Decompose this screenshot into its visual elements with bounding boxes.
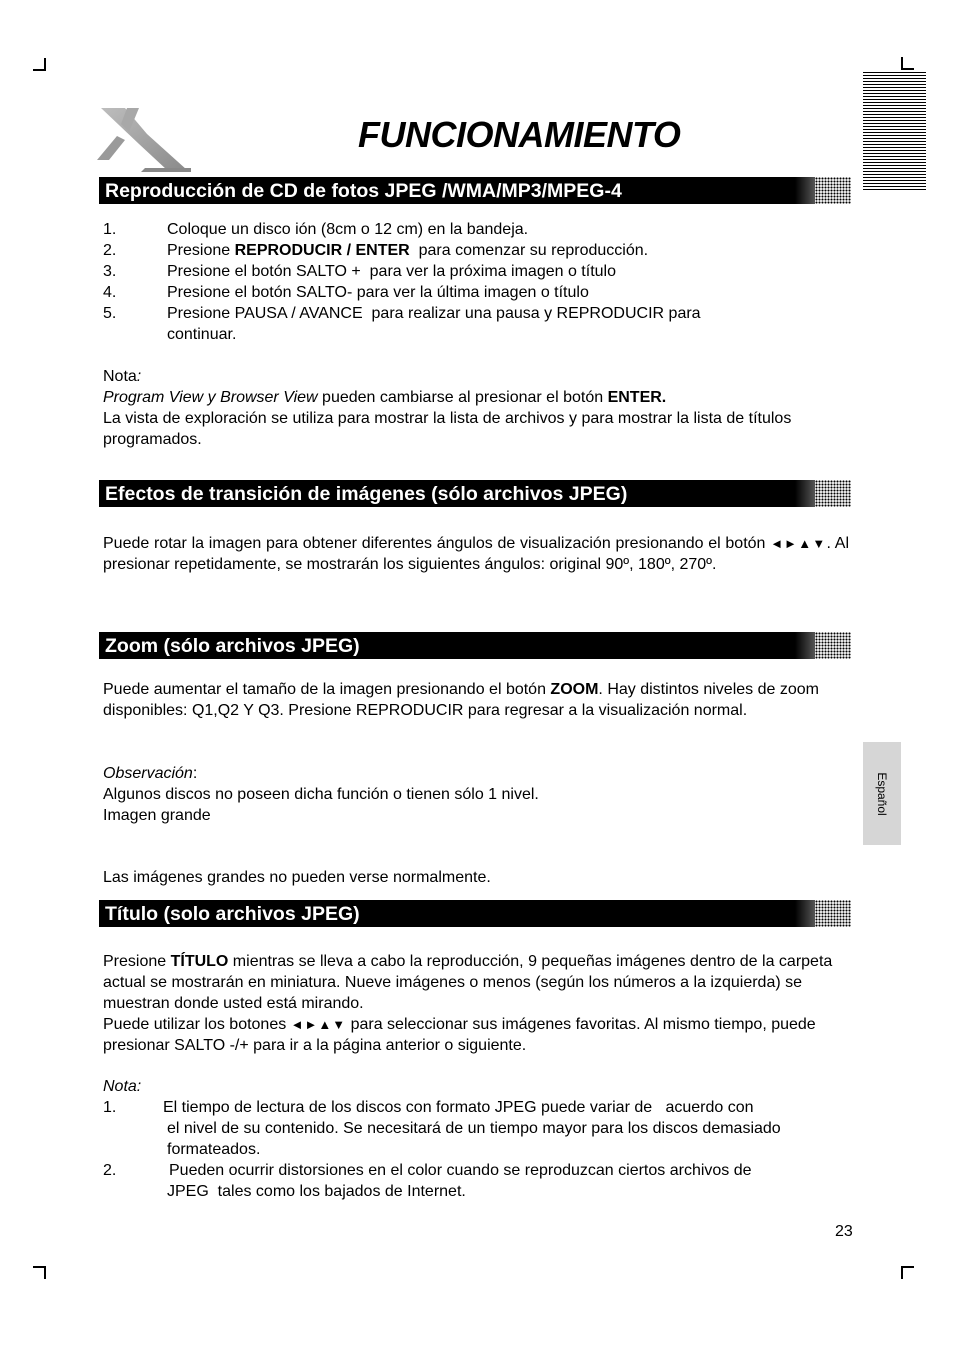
section-heading-transition-effects	[99, 480, 851, 507]
language-tab	[863, 742, 901, 845]
section-heading-zoom	[99, 632, 851, 659]
enter-key-label: ENTER.	[607, 389, 667, 406]
note-text: Pueden ocurrir distorsiones en el color cuando se reproduzcan ciertos archivos de	[169, 1162, 752, 1179]
note-number: 2.	[103, 1162, 117, 1179]
observation-line: Imagen grande	[103, 807, 211, 824]
section-heading-text: Reproducción de CD de fotos JPEG /WMA/MP3/MPEG-4	[105, 180, 622, 202]
arrow-buttons-icon: ◄►▲▼	[290, 1017, 347, 1032]
halftone-pattern	[815, 480, 851, 507]
halftone-pattern	[815, 177, 851, 204]
note-block: Nota: Program View y Browser View pueden cambiarse al presionar el botón ENTER. La vista de exploración se utiliza para mostrar la lista de archivos y para mostrar la lista de títulos programados.	[103, 366, 848, 450]
note-text-continued: el nivel de su contenido. Se necesitará de un tiempo mayor para los discos demasiado formateados.	[167, 1120, 781, 1158]
title-key-label: TÍTULO	[170, 953, 229, 970]
note-text-continued: JPEG tales como los bajados de Internet.	[167, 1183, 466, 1200]
section-heading-jpeg-playback	[99, 177, 851, 204]
step-text: Presione REPRODUCIR / ENTER para comenzar su reproducción.	[167, 242, 649, 259]
note-text: El tiempo de lectura de los discos con formato JPEG puede variar de acuerdo con	[163, 1099, 754, 1116]
section-heading-text: Título (solo archivos JPEG)	[105, 903, 360, 925]
rotate-paragraph: Puede rotar la imagen para obtener diferentes ángulos de visualización presionando el botón ◄►▲▼. Al presionar repetidamente, se mostrarán los siguientes ángulos: original 90º, 180º, 270º.	[103, 535, 850, 573]
language-tab-label: Español	[875, 771, 889, 816]
note-number: 1.	[103, 1099, 117, 1116]
halftone-pattern	[815, 900, 851, 927]
title-nota-label: Nota:	[103, 1078, 142, 1095]
observation-line: Algunos discos no poseen dicha función o tienen sólo 1 nivel.	[103, 786, 539, 803]
step-number: 2.	[103, 242, 117, 259]
step-number: 5.	[103, 305, 117, 322]
step-text-continued: continuar.	[167, 326, 237, 343]
arrow-buttons-icon: ◄►▲▼	[770, 536, 827, 551]
step-number: 1.	[103, 221, 117, 238]
step-text: Presione el botón SALTO- para ver la última imagen o título	[167, 284, 589, 301]
step-number: 3.	[103, 263, 117, 280]
observation-label: Observación	[103, 765, 193, 782]
note-paragraph: La vista de exploración se utiliza para mostrar la lista de archivos y para mostrar la lista de títulos programados.	[103, 410, 792, 448]
section-heading-title	[99, 900, 851, 927]
step-number: 4.	[103, 284, 117, 301]
step-text: Presione PAUSA / AVANCE para realizar una pausa y REPRODUCIR para	[167, 305, 701, 322]
brand-x-logo-icon	[95, 106, 193, 172]
page-number: 23	[835, 1223, 853, 1240]
zoom-key-label: ZOOM	[550, 681, 599, 698]
section-heading-text: Efectos de transición de imágenes (sólo archivos JPEG)	[105, 483, 628, 505]
step-text: Presione el botón SALTO + para ver la próxima imagen o título	[167, 263, 616, 280]
observation-block: Observación: Algunos discos no poseen dicha función o tienen sólo 1 nivel. Imagen grande	[103, 763, 848, 826]
zoom-paragraph: Puede aumentar el tamaño de la imagen presionando el botón ZOOM. Hay distintos niveles de zoom disponibles: Q1,Q2 Y Q3. Presione REPRODUCIR para regresar a la visualización normal.	[103, 681, 819, 719]
note-view-names: Program View y Browser View	[103, 389, 318, 406]
large-image-note: Las imágenes grandes no pueden verse normalmente.	[103, 869, 491, 886]
title-paragraph: Presione TÍTULO mientras se lleva a cabo la reproducción, 9 pequeñas imágenes dentro de la carpeta actual se mostrarán en miniatura. Nueve imágenes o menos (según los números a la izquierda) se muestran donde usted está mirando. Puede utilizar los botones ◄►▲▼ para seleccionar sus imágenes favoritas. Al mismo tiempo, puede presionar SALTO -/+ para ir a la página anterior o siguiente.	[103, 953, 833, 1054]
decorative-stripes	[863, 72, 926, 192]
note-label: Nota	[103, 368, 137, 385]
page-title: FUNCIONAMIENTO	[358, 114, 681, 155]
section-heading-text: Zoom (sólo archivos JPEG)	[105, 635, 360, 657]
step-text: Coloque un disco ión (8cm o 12 cm) en la bandeja.	[167, 221, 529, 238]
halftone-pattern	[815, 632, 851, 659]
